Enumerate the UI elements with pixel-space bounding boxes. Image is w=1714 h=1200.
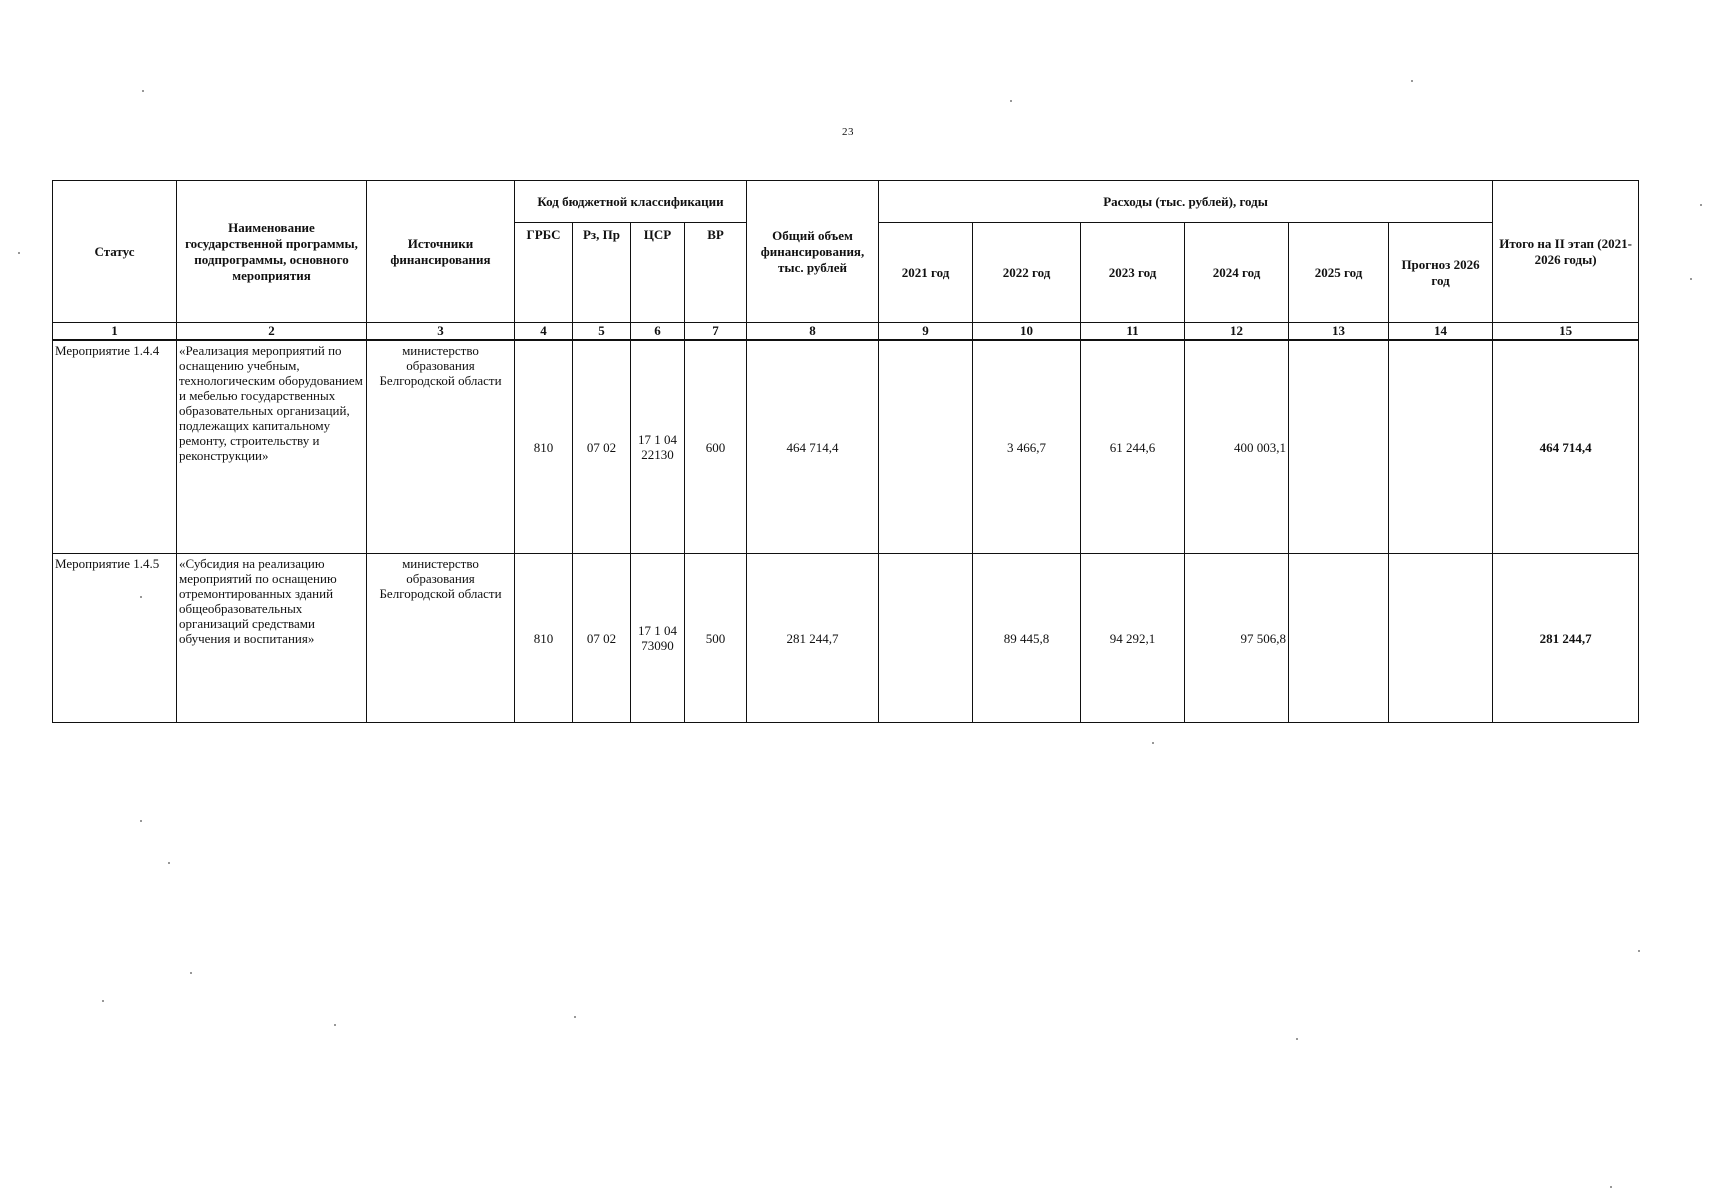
header-name: Наименование государственной программы, подпрограммы, основного мероприятия <box>177 181 367 323</box>
header-total-volume: Общий объем финансирования, тыс. рублей <box>747 181 879 323</box>
row-csr: 17 1 04 22130 <box>631 340 685 554</box>
scan-speck <box>102 1000 104 1002</box>
column-number: 5 <box>573 323 631 341</box>
header-csr: ЦСР <box>631 223 685 323</box>
row-2021 <box>879 340 973 554</box>
header-source: Источники финансирования <box>367 181 515 323</box>
header-budget-code: Код бюджетной классификации <box>515 181 747 223</box>
column-number: 7 <box>685 323 747 341</box>
row-grbs: 810 <box>515 340 573 554</box>
row-source: министерство образования Белгородской области <box>367 554 515 723</box>
row-2023: 61 244,6 <box>1081 340 1185 554</box>
table-row <box>53 340 1639 554</box>
column-number: 3 <box>367 323 515 341</box>
scan-speck <box>1610 1186 1612 1188</box>
row-grbs: 810 <box>515 554 573 723</box>
scan-speck <box>140 596 142 598</box>
scan-speck <box>140 820 142 822</box>
column-number: 4 <box>515 323 573 341</box>
header-2022: 2022 год <box>973 223 1081 323</box>
column-number-row <box>53 323 1639 341</box>
row-2026 <box>1389 340 1493 554</box>
column-number: 14 <box>1389 323 1493 341</box>
row-total-volume: 464 714,4 <box>747 340 879 554</box>
row-2025 <box>1289 340 1389 554</box>
column-number: 9 <box>879 323 973 341</box>
budget-table-container <box>52 180 1638 723</box>
row-2026 <box>1389 554 1493 723</box>
row-2025 <box>1289 554 1389 723</box>
column-number: 10 <box>973 323 1081 341</box>
row-2021 <box>879 554 973 723</box>
row-stage-total: 464 714,4 <box>1493 340 1639 554</box>
scan-speck <box>168 862 170 864</box>
row-stage-total: 281 244,7 <box>1493 554 1639 723</box>
header-status: Статус <box>53 181 177 323</box>
scan-speck <box>1411 80 1413 82</box>
row-status: Мероприятие 1.4.5 <box>53 554 177 723</box>
row-name: «Реализация мероприятий по оснащению учебным, технологическим оборудованием и мебелью государственных образовательных организаций, подлежащих капитальному ремонту, строительству и реконструкции» <box>177 340 367 554</box>
scan-speck <box>142 90 144 92</box>
header-vr: ВР <box>685 223 747 323</box>
row-total-volume: 281 244,7 <box>747 554 879 723</box>
header-stage-total: Итого на II этап (2021-2026 годы) <box>1493 181 1639 323</box>
scan-speck <box>1010 100 1012 102</box>
row-name: «Субсидия на реализацию мероприятий по оснащению отремонтированных зданий общеобразовательных организаций средствами обучения и воспитания» <box>177 554 367 723</box>
scan-speck <box>1700 204 1702 206</box>
header-grbs: ГРБС <box>515 223 573 323</box>
scan-speck <box>574 1016 576 1018</box>
header-2021: 2021 год <box>879 223 973 323</box>
scan-speck <box>18 252 20 254</box>
header-expenses: Расходы (тыс. рублей), годы <box>879 181 1493 223</box>
scan-speck <box>1690 278 1692 280</box>
scan-speck <box>1638 950 1640 952</box>
column-number: 8 <box>747 323 879 341</box>
scan-speck <box>190 972 192 974</box>
row-2022: 89 445,8 <box>973 554 1081 723</box>
column-number: 11 <box>1081 323 1185 341</box>
column-number: 1 <box>53 323 177 341</box>
header-2026: Прогноз 2026 год <box>1389 223 1493 323</box>
header-2023: 2023 год <box>1081 223 1185 323</box>
column-number: 15 <box>1493 323 1639 341</box>
table-row <box>53 554 1639 723</box>
row-rz-pr: 07 02 <box>573 554 631 723</box>
column-number: 13 <box>1289 323 1389 341</box>
header-2025: 2025 год <box>1289 223 1389 323</box>
row-source: министерство образования Белгородской области <box>367 340 515 554</box>
row-2024: 97 506,8 <box>1185 554 1289 723</box>
row-2023: 94 292,1 <box>1081 554 1185 723</box>
row-2024: 400 003,1 <box>1185 340 1289 554</box>
row-vr: 600 <box>685 340 747 554</box>
column-number: 2 <box>177 323 367 341</box>
budget-table <box>52 180 1639 723</box>
scan-speck <box>334 1024 336 1026</box>
row-rz-pr: 07 02 <box>573 340 631 554</box>
row-csr: 17 1 04 73090 <box>631 554 685 723</box>
column-number: 6 <box>631 323 685 341</box>
column-number: 12 <box>1185 323 1289 341</box>
row-2022: 3 466,7 <box>973 340 1081 554</box>
row-vr: 500 <box>685 554 747 723</box>
header-2024: 2024 год <box>1185 223 1289 323</box>
row-status: Мероприятие 1.4.4 <box>53 340 177 554</box>
scan-speck <box>1152 742 1154 744</box>
page-number: 23 <box>842 126 854 138</box>
header-rz-pr: Рз, Пр <box>573 223 631 323</box>
scan-speck <box>1296 1038 1298 1040</box>
